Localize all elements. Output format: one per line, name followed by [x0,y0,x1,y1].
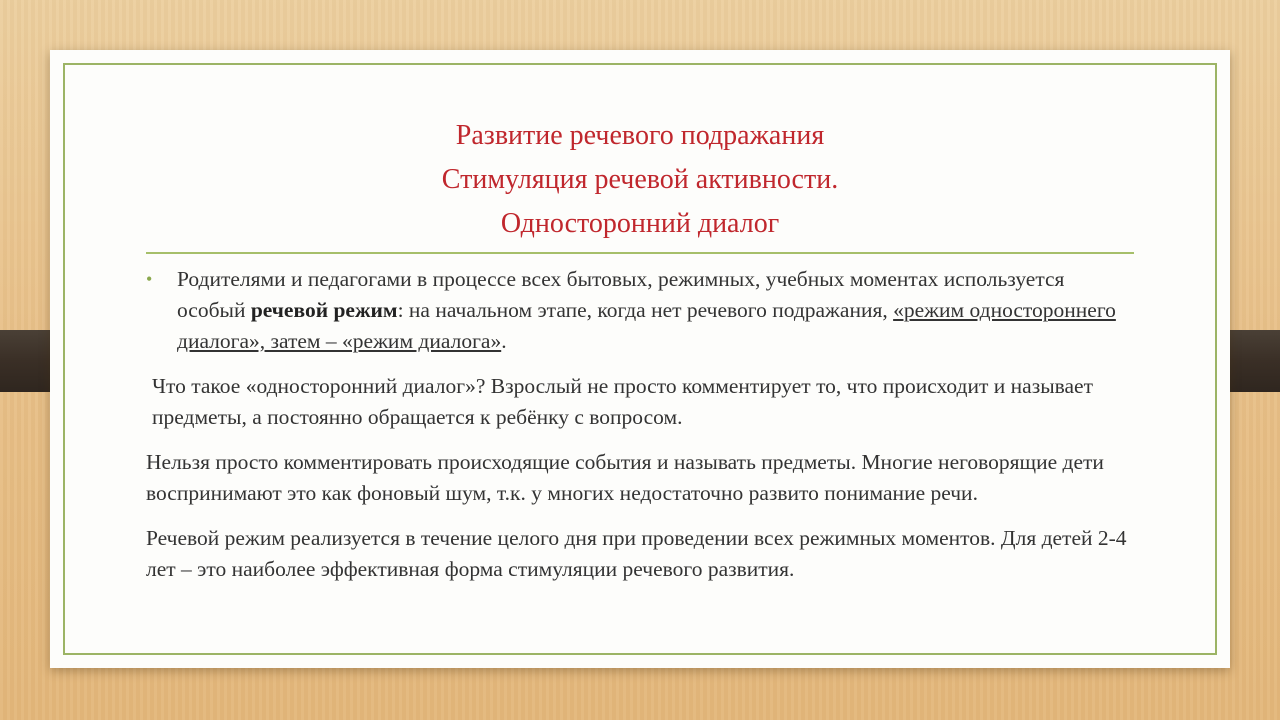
title-line-2: Стимуляция речевой активности. [441,164,839,195]
slide-title [50,114,1230,246]
title-divider [146,252,1134,254]
bullet-bold-term: речевой режим [250,298,398,322]
bullet-dot-icon: • [146,269,153,289]
paragraph-background-noise: Нельзя просто комментировать происходящие события и называть предметы. Многие неговорящие дети воспринимают это как фоновый шум, т.к. у многих недостаточно развито понимание речи. [146,450,1104,505]
slide-content [146,264,1136,599]
bullet-underlined-text: «режим одностороннего диалога», затем – «режим диалога» [177,298,1116,353]
title-line-1: Развитие речевого подражания [455,120,825,151]
paragraph-one-sided-dialog: Что такое «односторонний диалог»? Взрослый не просто комментирует то, что происходит и называет предметы, а постоянно обращается к ребёнку с вопросом. [152,374,1093,429]
bullet-item [146,264,1136,357]
bullet-text-end: . [501,329,507,353]
bullet-text-start: Родителями и педагогами в процессе всех бытовых, режимных, учебных моментах используется особый [177,267,1065,322]
paragraph-speech-regime: Речевой режим реализуется в течение целого дня при проведении всех режимных моментов. Для детей 2-4 лет – это наиболее эффективная форма стимуляции речевого развития. [146,526,1127,581]
title-line-3: Односторонний диалог [500,208,780,239]
bullet-text-middle: : на начальном этапе, когда нет речевого подражания, [397,298,894,322]
slide-card [50,50,1230,668]
